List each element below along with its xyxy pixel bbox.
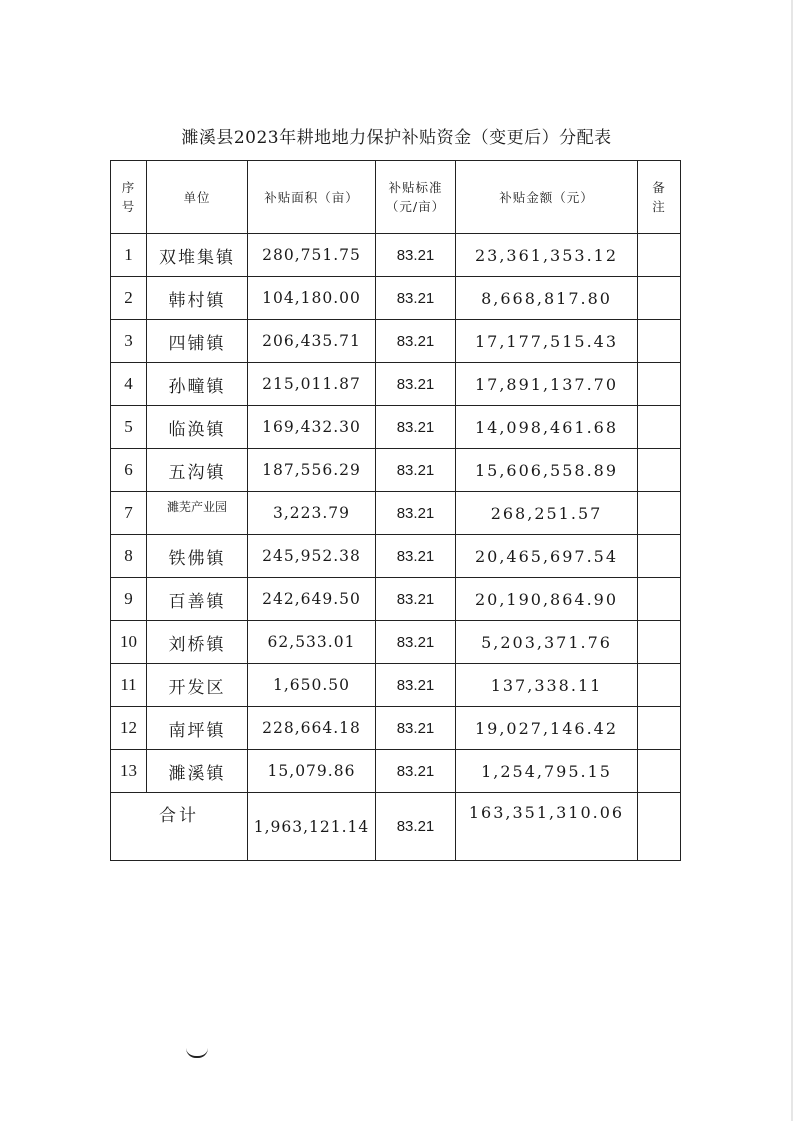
row-index: 9 [111,578,147,621]
row-note [638,621,681,664]
row-note [638,750,681,793]
total-label: 合计 [111,793,248,861]
row-area: 187,556.29 [248,449,376,492]
row-area: 206,435.71 [248,320,376,363]
row-unit: 百善镇 [147,578,248,621]
row-rate: 83.21 [376,449,456,492]
row-area: 280,751.75 [248,234,376,277]
row-unit: 南坪镇 [147,707,248,750]
row-index: 8 [111,535,147,578]
row-note [638,707,681,750]
row-rate: 83.21 [376,320,456,363]
table-row [111,363,681,406]
row-note [638,277,681,320]
table-row [111,277,681,320]
table-row [111,621,681,664]
row-amount: 15,606,558.89 [456,449,638,492]
table-row [111,707,681,750]
row-amount: 19,027,146.42 [456,707,638,750]
row-note [638,449,681,492]
row-amount: 1,254,795.15 [456,750,638,793]
row-amount: 17,177,515.43 [456,320,638,363]
row-area: 62,533.01 [248,621,376,664]
row-rate: 83.21 [376,492,456,535]
row-amount: 17,891,137.70 [456,363,638,406]
total-amount: 163,351,310.06 [456,793,638,861]
row-note [638,320,681,363]
table-row [111,492,681,535]
row-index: 4 [111,363,147,406]
row-area: 169,432.30 [248,406,376,449]
row-unit: 铁佛镇 [147,535,248,578]
row-unit: 韩村镇 [147,277,248,320]
row-amount: 14,098,461.68 [456,406,638,449]
row-index: 1 [111,234,147,277]
row-area: 3,223.79 [248,492,376,535]
header-rate: 补贴标准 （元/亩） [376,161,456,234]
row-unit: 孙疃镇 [147,363,248,406]
header-unit: 单位 [147,161,248,234]
row-index: 2 [111,277,147,320]
row-amount: 20,465,697.54 [456,535,638,578]
total-row [111,793,681,861]
row-note [638,492,681,535]
row-unit: 双堆集镇 [147,234,248,277]
row-rate: 83.21 [376,750,456,793]
table-row [111,234,681,277]
table-row [111,320,681,363]
row-index: 3 [111,320,147,363]
row-amount: 5,203,371.76 [456,621,638,664]
row-unit: 濉芜产业园 [147,492,248,535]
row-area: 242,649.50 [248,578,376,621]
allocation-table [110,160,681,861]
row-note [638,234,681,277]
row-note [638,535,681,578]
header-index: 序 号 [111,161,147,234]
row-rate: 83.21 [376,707,456,750]
page-mark [186,1048,208,1058]
row-amount: 20,190,864.90 [456,578,638,621]
row-area: 228,664.18 [248,707,376,750]
header-amount: 补贴金额（元） [456,161,638,234]
row-note [638,363,681,406]
row-index: 10 [111,621,147,664]
row-unit: 开发区 [147,664,248,707]
total-area: 1,963,121.14 [248,793,376,861]
row-rate: 83.21 [376,621,456,664]
row-rate: 83.21 [376,234,456,277]
row-area: 15,079.86 [248,750,376,793]
row-index: 6 [111,449,147,492]
table-row [111,535,681,578]
row-note [638,406,681,449]
row-unit: 刘桥镇 [147,621,248,664]
row-note [638,578,681,621]
row-index: 13 [111,750,147,793]
header-note: 备 注 [638,161,681,234]
total-rate: 83.21 [376,793,456,861]
row-unit: 四铺镇 [147,320,248,363]
row-unit: 濉溪镇 [147,750,248,793]
row-rate: 83.21 [376,277,456,320]
table-row [111,449,681,492]
row-amount: 8,668,817.80 [456,277,638,320]
page-title: 濉溪县2023年耕地地力保护补贴资金（变更后）分配表 [181,128,612,148]
table-row [111,406,681,449]
table-row [111,664,681,707]
row-amount: 268,251.57 [456,492,638,535]
row-unit: 五沟镇 [147,449,248,492]
row-amount: 137,338.11 [456,664,638,707]
row-area: 215,011.87 [248,363,376,406]
table-header-row [111,161,681,234]
row-index: 11 [111,664,147,707]
row-amount: 23,361,353.12 [456,234,638,277]
row-index: 7 [111,492,147,535]
row-index: 5 [111,406,147,449]
row-rate: 83.21 [376,535,456,578]
row-area: 245,952.38 [248,535,376,578]
row-rate: 83.21 [376,363,456,406]
row-unit: 临涣镇 [147,406,248,449]
row-rate: 83.21 [376,578,456,621]
row-area: 104,180.00 [248,277,376,320]
row-index: 12 [111,707,147,750]
total-note [638,793,681,861]
table-row [111,578,681,621]
row-rate: 83.21 [376,406,456,449]
row-note [638,664,681,707]
table-row [111,750,681,793]
header-area: 补贴面积（亩） [248,161,376,234]
row-rate: 83.21 [376,664,456,707]
row-area: 1,650.50 [248,664,376,707]
